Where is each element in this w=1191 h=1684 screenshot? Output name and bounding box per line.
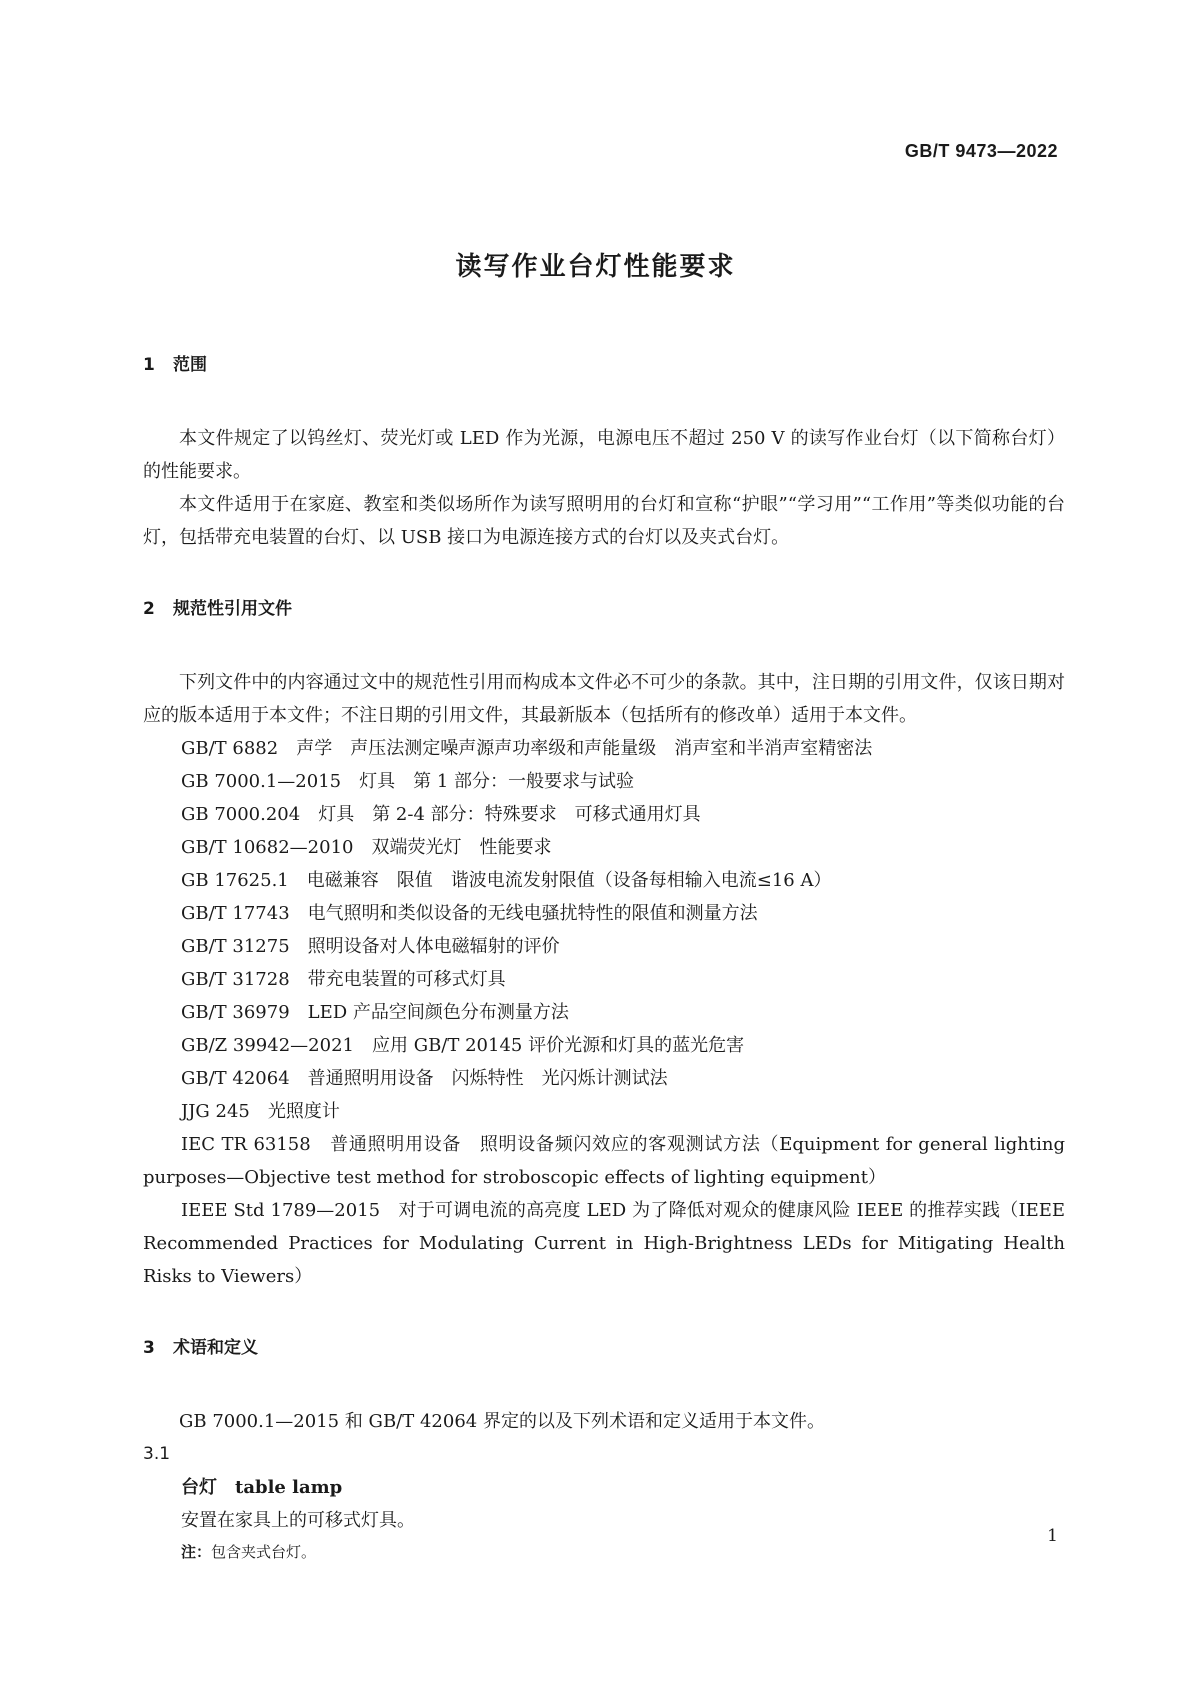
term-number: 3.1 — [143, 1444, 171, 1464]
reference-item-long: IEEE Std 1789—2015 对于可调电流的高亮度 LED 为了降低对观众的健康风险 IEEE 的推荐实践（IEEE Recommended Practices for Modulating Current in High-Brightness LEDs for Mitigating Health Risks to Viewers） — [143, 1200, 1065, 1287]
term-name — [143, 1471, 1065, 1504]
reference-item: GB/T 6882 声学 声压法测定噪声源声功率级和声能量级 消声室和半消声室精密法 — [181, 738, 873, 759]
term-note — [143, 1537, 1065, 1567]
term-name-en: table lamp — [235, 1477, 343, 1498]
term-definition: 安置在家具上的可移式灯具。 — [181, 1510, 415, 1531]
reference-item: GB/T 31275 照明设备对人体电磁辐射的评价 — [181, 936, 560, 957]
page-number: 1 — [1047, 1526, 1058, 1546]
reference-item: GB 7000.204 灯具 第 2-4 部分：特殊要求 可移式通用灯具 — [181, 804, 701, 825]
reference-item: GB/T 17743 电气照明和类似设备的无线电骚扰特性的限值和测量方法 — [181, 903, 758, 924]
reference-item-long: IEC TR 63158 普通照明用设备 照明设备频闪效应的客观测试方法（Equipment for general lighting purposes—Objective test method for stroboscopic effects of lighting equipment） — [143, 1134, 1065, 1188]
section-heading-normative-references — [143, 594, 1065, 626]
note-label: 注： — [181, 1543, 212, 1561]
scope-paragraph-1: 本文件规定了以钨丝灯、荧光灯或 LED 作为光源，电源电压不超过 250 V 的读写作业台灯（以下简称台灯）的性能要求。 — [143, 428, 1065, 482]
reference-item: GB/T 10682—2010 双端荧光灯 性能要求 — [181, 837, 552, 858]
reference-item: GB/T 42064 普通照明用设备 闪烁特性 光闪烁计测试法 — [181, 1068, 668, 1089]
note-text: 包含夹式台灯。 — [211, 1543, 317, 1561]
document-body — [143, 350, 1065, 1567]
section-number: 2 — [143, 599, 155, 619]
reference-item: JJG 245 光照度计 — [181, 1101, 340, 1122]
section-heading-terms — [143, 1333, 1065, 1365]
section-title: 规范性引用文件 — [173, 599, 292, 619]
section-number: 1 — [143, 355, 155, 375]
section-title: 范围 — [173, 355, 207, 375]
normative-intro: 下列文件中的内容通过文中的规范性引用而构成本文件必不可少的条款。其中，注日期的引用文件，仅该日期对应的版本适用于本文件；不注日期的引用文件，其最新版本（包括所有的修改单）适用于本文件。 — [143, 672, 1065, 726]
scope-paragraph-2: 本文件适用于在家庭、教室和类似场所作为读写照明用的台灯和宣称“护眼”“学习用”“工作用”等类似功能的台灯，包括带充电装置的台灯、以 USB 接口为电源连接方式的台灯以及夹式台灯。 — [143, 494, 1065, 548]
reference-item: GB 7000.1—2015 灯具 第 1 部分：一般要求与试验 — [181, 771, 635, 792]
reference-item: GB/T 36979 LED 产品空间颜色分布测量方法 — [181, 1002, 569, 1023]
section-number: 3 — [143, 1338, 155, 1358]
reference-item: GB/Z 39942—2021 应用 GB/T 20145 评价光源和灯具的蓝光危害 — [181, 1035, 745, 1056]
section-heading-scope — [143, 350, 1065, 382]
terms-intro: GB 7000.1—2015 和 GB/T 42064 界定的以及下列术语和定义适用于本文件。 — [179, 1411, 825, 1432]
standard-code: GB/T 9473—2022 — [904, 141, 1058, 161]
term-name-zh: 台灯 — [181, 1477, 217, 1498]
reference-item: GB 17625.1 电磁兼容 限值 谐波电流发射限值（设备每相输入电流≤16 A） — [181, 870, 832, 891]
page-title: 读写作业台灯性能要求 — [455, 252, 736, 282]
reference-item: GB/T 31728 带充电装置的可移式灯具 — [181, 969, 506, 990]
section-title: 术语和定义 — [173, 1338, 258, 1358]
